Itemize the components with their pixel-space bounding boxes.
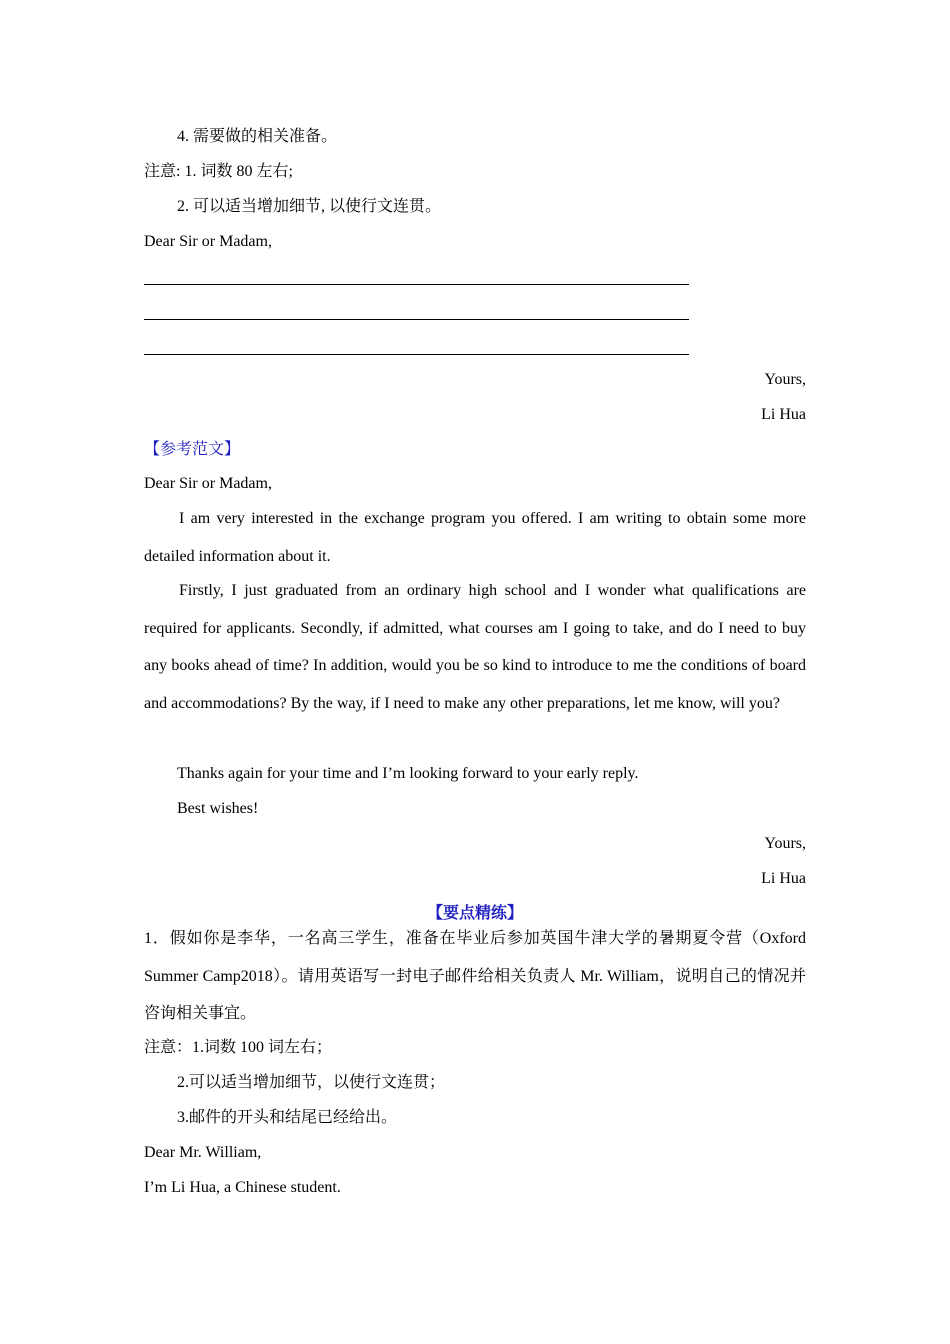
task-greeting: Dear Sir or Madam, [144,233,272,250]
practice-opening-line: I’m Li Hua, a Chinese student. [144,1179,341,1196]
writing-blank-line-3 [144,354,689,355]
writing-blank-line-1 [144,284,689,285]
sample-paragraph-3: Thanks again for your time and I’m looking forward to your early reply. [177,765,639,782]
practice-note-3: 3.邮件的开头和结尾已经给出。 [177,1109,398,1126]
practice-heading: 【要点精练】 [426,905,523,922]
sample-greeting: Dear Sir or Madam, [144,475,272,492]
practice-note-2: 2.可以适当增加细节，以使行文连贯； [177,1074,446,1091]
writing-blank-line-2 [144,319,689,320]
sample-signature: Li Hua [761,870,806,887]
practice-greeting: Dear Mr. William, [144,1144,262,1161]
sample-closing: Yours, [764,835,806,852]
task-note-1: 注意: 1. 词数 80 左右; [144,163,293,180]
sample-paragraph-2: Firstly, I just graduated from an ordinary high school and I wonder what qualifications are required for applicants. Secondly, if admitted, what courses am I going to take, and do I need to buy any books ahead of time? In addition, would you be so kind to introduce to me the conditions of board and accommodations? By the way, if I need to make any other preparations, let me know, will you? [144,582,806,712]
practice-note-1: 注意：1.词数 100 词左右； [144,1039,333,1056]
sample-paragraph-4: Best wishes! [177,800,259,817]
task-item-4: 4. 需要做的相关准备。 [177,128,338,145]
sample-paragraph-1: I am very interested in the exchange program you offered. I am writing to obtain some more detailed information about it. [144,510,806,565]
task-note-2: 2. 可以适当增加细节, 以使行文连贯。 [177,198,442,215]
task-closing: Yours, [764,371,806,388]
practice-question-1: 1．假如你是李华，一名高三学生，准备在毕业后参加英国牛津大学的暑期夏令营（Oxford Summer Camp2018）。请用英语写一封电子邮件给相关负责人 Mr. William，说明自己的情况并咨询相关事宜。 [144,930,806,1022]
task-signature: Li Hua [761,406,806,423]
sample-essay-heading: 【参考范文】 [144,441,241,458]
